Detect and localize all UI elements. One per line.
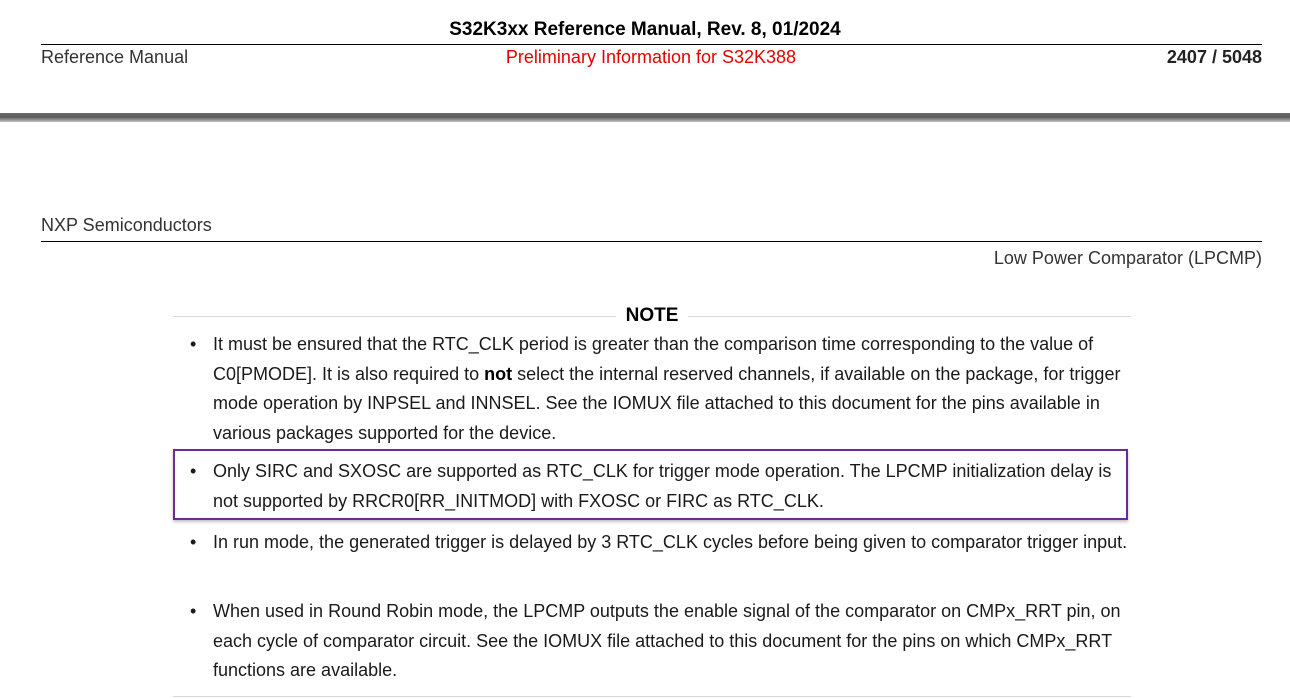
header-divider [41,44,1262,45]
chapter-title: Low Power Comparator (LPCMP) [993,248,1262,268]
bullet: • [190,334,197,354]
preliminary-notice: Preliminary Information for S32K388 [505,47,797,67]
note-item-text: Only SIRC and SXOSC are supported as RTC_CLK for trigger mode operation. The LPCMP initialization delay is not supported by RRCR0[RR_INITMOD] with FXOSC or FIRC as RTC_CLK. [213,461,1112,511]
note-item [190,528,1130,558]
note-item-text: When used in Round Robin mode, the LPCMP outputs the enable signal of the comparator on CMPx_RRT pin, on each cycle of comparator circuit. See the IOMUX file attached to this document for the pins on which CMPx_RRT functions are available. [213,601,1121,680]
running-header-divider [41,241,1262,242]
page-number: 2407 / 5048 [1166,47,1262,67]
note-header [173,305,1131,327]
note-item-text-part: select the internal reserved channels, if available on the package, for trigger mode operation by INPSEL and INNSEL. See the IOMUX file attached to this document for the pins available in various packages supported for the device. [213,363,1121,443]
manual-type-label: Reference Manual [41,47,189,67]
page-break-separator [0,113,1290,122]
note-item-text: In run mode, the generated trigger is delayed by 3 RTC_CLK cycles before being given to comparator trigger input. [213,532,1128,552]
note-item-emphasis: not [484,363,513,384]
bullet: • [190,601,197,621]
bullet: • [190,461,197,481]
bullet: • [190,532,197,552]
document-title: S32K3xx Reference Manual, Rev. 8, 01/2024 [449,19,841,40]
note-title: NOTE [616,305,689,326]
note-item-text [213,330,1130,448]
note-item-highlighted [190,457,1130,516]
note-item-text-part: It must be ensured that the RTC_CLK period is greater than the comparison time corresponding to the value of C0[PMODE]. It is also required to [213,334,1094,384]
note-item [190,330,1130,448]
note-bottom-rule [173,696,1131,697]
note-item [190,597,1130,686]
company-name: NXP Semiconductors [41,215,212,235]
